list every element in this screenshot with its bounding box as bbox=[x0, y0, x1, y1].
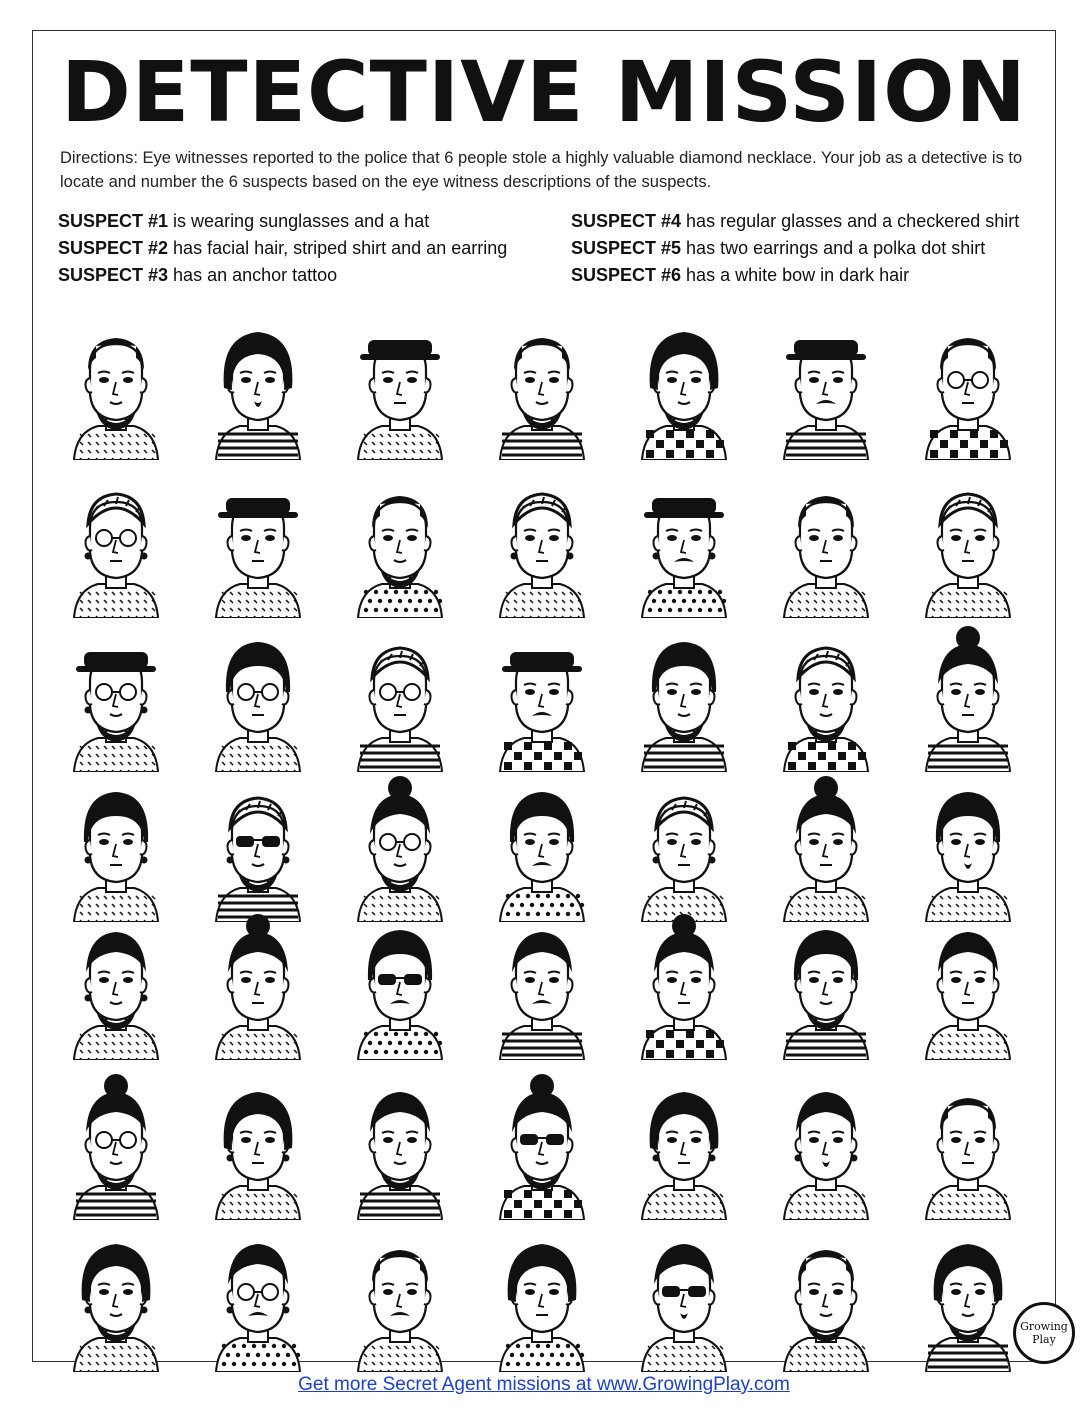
suspect-portrait-grid bbox=[48, 310, 1040, 1335]
suspect-portrait[interactable] bbox=[342, 1222, 458, 1372]
suspect-portrait[interactable] bbox=[58, 772, 174, 922]
suspect-portrait[interactable] bbox=[910, 622, 1026, 772]
suspect-portrait[interactable] bbox=[200, 772, 316, 922]
suspect-portrait[interactable] bbox=[768, 772, 884, 922]
suspect-portrait[interactable] bbox=[342, 1070, 458, 1220]
suspect-portrait[interactable] bbox=[768, 1222, 884, 1372]
suspect-portrait[interactable] bbox=[910, 1222, 1026, 1372]
suspect-portrait[interactable] bbox=[768, 910, 884, 1060]
growing-play-logo bbox=[1013, 1302, 1075, 1364]
suspect-portrait[interactable] bbox=[484, 1222, 600, 1372]
suspect-portrait[interactable] bbox=[910, 468, 1026, 618]
footer-link[interactable]: Get more Secret Agent missions at www.GrowingPlay.com bbox=[298, 1374, 790, 1395]
suspect-clue-6: SUSPECT #6 has a white bow in dark hair bbox=[571, 265, 910, 285]
suspect-portrait[interactable] bbox=[910, 1070, 1026, 1220]
suspect-portrait[interactable] bbox=[58, 310, 174, 460]
suspect-portrait[interactable] bbox=[626, 1070, 742, 1220]
suspect-list-right bbox=[571, 208, 1019, 289]
suspect-clue-4: SUSPECT #4 has regular glasses and a checkered shirt bbox=[571, 211, 1020, 231]
suspect-portrait[interactable] bbox=[768, 622, 884, 772]
suspect-portrait[interactable] bbox=[626, 1222, 742, 1372]
suspect-portrait[interactable] bbox=[58, 622, 174, 772]
suspect-clue-2: SUSPECT #2 has facial hair, striped shirt and an earring bbox=[58, 238, 508, 258]
suspect-portrait[interactable] bbox=[484, 910, 600, 1060]
suspect-portrait[interactable] bbox=[200, 622, 316, 772]
suspect-portrait[interactable] bbox=[626, 772, 742, 922]
suspect-portrait[interactable] bbox=[200, 310, 316, 460]
suspect-portrait[interactable] bbox=[342, 910, 458, 1060]
suspect-portrait[interactable] bbox=[342, 772, 458, 922]
suspect-portrait[interactable] bbox=[58, 468, 174, 618]
suspect-clue-3: SUSPECT #3 has an anchor tattoo bbox=[58, 265, 338, 285]
suspect-portrait[interactable] bbox=[910, 772, 1026, 922]
suspect-portrait[interactable] bbox=[484, 468, 600, 618]
suspect-portrait[interactable] bbox=[484, 310, 600, 460]
suspect-portrait[interactable] bbox=[58, 1222, 174, 1372]
suspect-portrait[interactable] bbox=[910, 310, 1026, 460]
suspect-portrait[interactable] bbox=[626, 310, 742, 460]
suspect-portrait[interactable] bbox=[910, 910, 1026, 1060]
suspect-portrait[interactable] bbox=[58, 1070, 174, 1220]
suspect-portrait[interactable] bbox=[484, 622, 600, 772]
suspect-portrait[interactable] bbox=[768, 310, 884, 460]
suspect-portrait[interactable] bbox=[200, 1222, 316, 1372]
suspect-portrait[interactable] bbox=[768, 1070, 884, 1220]
suspect-portrait[interactable] bbox=[484, 1070, 600, 1220]
suspect-portrait[interactable] bbox=[200, 910, 316, 1060]
suspect-portrait[interactable] bbox=[342, 622, 458, 772]
suspect-portrait[interactable] bbox=[626, 468, 742, 618]
suspect-portrait[interactable] bbox=[200, 1070, 316, 1220]
suspect-portrait[interactable] bbox=[58, 910, 174, 1060]
page-title: DETECTIVE MISSION bbox=[61, 43, 1027, 141]
suspect-list-left bbox=[58, 208, 507, 289]
suspect-portrait[interactable] bbox=[484, 772, 600, 922]
directions-text: Directions: Eye witnesses reported to the police that 6 people stole a highly valuable diamond necklace. Your job as a detective is to locate and number the 6 suspects based on the eye witness descriptions of the suspects. bbox=[60, 149, 1023, 191]
suspect-portrait[interactable] bbox=[342, 310, 458, 460]
suspect-clue-5: SUSPECT #5 has two earrings and a polka dot shirt bbox=[571, 238, 986, 258]
suspect-portrait[interactable] bbox=[768, 468, 884, 618]
logo-text: Growing Play bbox=[1020, 1320, 1068, 1346]
suspect-portrait[interactable] bbox=[626, 910, 742, 1060]
suspect-portrait[interactable] bbox=[200, 468, 316, 618]
suspect-clue-1: SUSPECT #1 is wearing sunglasses and a hat bbox=[58, 211, 430, 231]
suspect-portrait[interactable] bbox=[626, 622, 742, 772]
suspect-portrait[interactable] bbox=[342, 468, 458, 618]
